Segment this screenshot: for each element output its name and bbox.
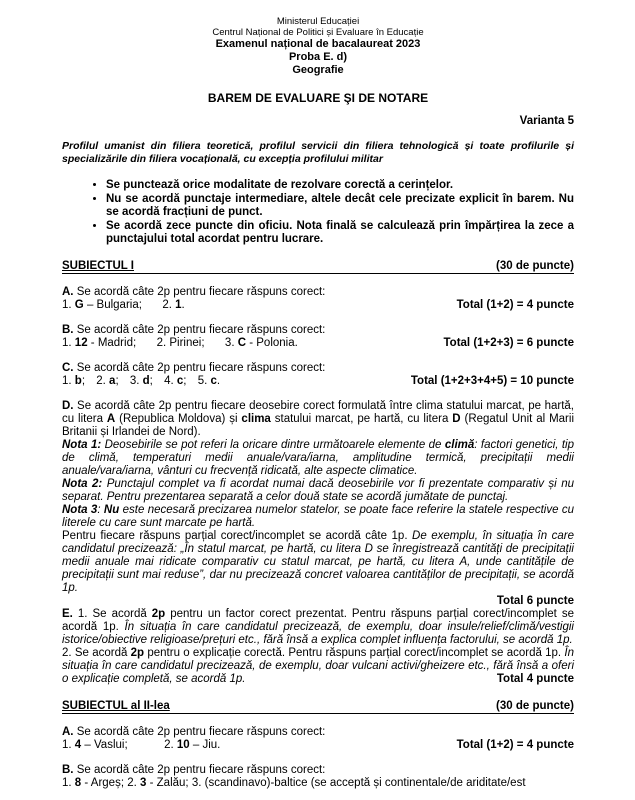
text-bold: 2p: [151, 607, 166, 620]
answer-sep: ;: [149, 374, 153, 387]
subject-title: Geografie: [292, 64, 344, 76]
answer-key: 4: [74, 738, 82, 751]
rule-item: • Se punctează orice modalitate de rezolvare corectă a cerințelor.: [106, 179, 574, 193]
answer-number: 1.: [62, 298, 75, 311]
answer-key: a: [109, 374, 116, 387]
answer-key: d: [142, 374, 150, 387]
item-s1-d: [62, 400, 574, 608]
answer-number: 2.: [162, 298, 176, 311]
answer-text: – Jiu.: [189, 738, 221, 751]
item-label: B.: [62, 763, 74, 776]
answer-number: 3.: [129, 374, 143, 387]
answer-text: 2. Pirinei;: [156, 336, 205, 349]
text: : factori genetici, tip de climă, temperaturi medii anuale/vara/iarna, amplitudine termică, precipitații medii anuale/vara/iarna, vânturi cu frecvență ridicată, alte aspecte climatice.: [62, 438, 574, 477]
item-s1-e: [62, 608, 574, 686]
answer-text: - Argeș;: [81, 776, 125, 789]
answer-key: 8: [74, 776, 82, 789]
partial-credit: [62, 530, 574, 595]
text-bold: D: [452, 412, 461, 425]
nota-label: Nota 3: [62, 503, 98, 516]
text: (Republica Moldova) și: [115, 412, 242, 425]
text: Punctajul complet va fi acordat numai dacă deosebirile vor fi prezentate comparativ și nu separat. Pentru prezentarea separată a celor două state se acordă jumătate de punctaj.: [62, 477, 574, 503]
answer-sep: ;: [81, 374, 86, 387]
item-label: A.: [62, 285, 74, 298]
exam-page: [62, 16, 574, 790]
answer-key: 3: [140, 776, 147, 789]
text-bold: Nu: [103, 503, 120, 516]
item-label: B.: [62, 323, 74, 336]
text: pentru o explicație corectă. Pentru răspuns parțial corect/incomplet se acordă 1p.: [144, 646, 565, 659]
answer-number: 1.: [62, 374, 75, 387]
text: 2. Se acordă: [62, 646, 131, 659]
answer-sep: ;: [115, 374, 119, 387]
text: este necesară precizarea numelor statelor, se poate face referire la statele respective cu literele cu care sunt marcate pe hartă.: [62, 503, 574, 529]
answer-key: 10: [176, 738, 190, 751]
text-bold: 2p: [130, 646, 145, 659]
answer-text: - Madrid;: [87, 336, 137, 349]
section-points: (30 de puncte): [496, 259, 574, 272]
answer-text: 3. (scandinavo)-baltice (se acceptă și continentale/de ariditate/est: [191, 776, 526, 789]
item-label: C.: [62, 361, 74, 374]
answer-text: – Vaslui;: [81, 738, 128, 751]
text: Deosebirile se pot referi la oricare dintre următoarele elemente de: [101, 438, 445, 451]
answer-number: 2.: [127, 776, 141, 789]
answer-key: b: [74, 374, 82, 387]
section-header-s2: [62, 700, 574, 714]
nota-2: [62, 478, 574, 504]
item-label: E.: [62, 607, 73, 620]
item-intro: Se acordă câte 2p pentru fiecare răspuns corect:: [76, 725, 326, 738]
answer-key: c: [176, 374, 184, 387]
answer-sep: ;: [183, 374, 187, 387]
answer-key: 12: [74, 336, 88, 349]
ministry-name: Ministerul Educației: [276, 16, 360, 27]
text: Se acordă câte 2p pentru fiecare deosebire corect formulată între clima statului marcat, pe hartă, cu litera: [62, 399, 574, 425]
answer-number: 2.: [164, 738, 177, 751]
section-header-s1: [62, 260, 574, 274]
text: pentru un factor corect prezentat. Pentru răspuns parțial corect/incomplet se acordă 1p.: [62, 607, 575, 633]
item-intro: Se acordă câte 2p pentru fiecare răspuns corect:: [76, 285, 326, 298]
answer-number: 3.: [224, 336, 238, 349]
text-italic: De exemplu, în situația în care candidatul precizează: „În statul marcat, pe hartă, cu litera D se înregistrează cantități de precipitații medii anuale mai ridicate comparativ cu statul marcat, pe hartă, cu litera A, unde cantitățile de precipitații sunt mai reduse”, dar nu precizează concret valoarea cantităților de precipitații, se acordă 1p.: [62, 529, 574, 594]
item-label: A.: [62, 725, 74, 738]
answer-number: 1.: [62, 738, 75, 751]
exam-title: Examenul național de bacalaureat 2023: [215, 38, 421, 50]
nota-3: [62, 504, 574, 530]
answer-number: 1.: [62, 336, 75, 349]
text: :: [97, 503, 104, 516]
item-total: Total 6 puncte: [496, 594, 574, 607]
answer-text: - Polonia.: [246, 336, 298, 349]
item-label: D.: [62, 399, 74, 412]
item-total: Total (1+2+3+4+5) = 10 puncte: [410, 374, 574, 387]
item-s2-b: [62, 764, 574, 790]
item-total: Total (1+2) = 4 puncte: [456, 738, 574, 751]
text-bold: A: [106, 412, 116, 425]
text: Pentru fiecare răspuns parțial corect/incomplet se acordă câte 1p.: [62, 529, 413, 542]
proba-title: Proba E. d): [288, 51, 348, 63]
answer-key: c: [210, 374, 217, 387]
answer-text: – Bulgaria;: [83, 298, 142, 311]
item-s1-b: [62, 324, 574, 350]
text: statului marcat, pe hartă, cu litera: [270, 412, 453, 425]
general-rules: [62, 179, 574, 247]
item-total: Total (1+2+3) = 6 puncte: [443, 336, 574, 349]
text-bold: clima: [241, 412, 271, 425]
item-s1-a: [62, 286, 574, 312]
rule-item: • Se acordă zece puncte din oficiu. Nota finală se calculează prin împărțirea la zece a punctajului total acordat pentru lucrare.: [106, 220, 574, 247]
item-total: Total (1+2) = 4 puncte: [456, 298, 574, 311]
barem-title: BAREM DE EVALUARE ŞI DE NOTARE: [207, 91, 429, 105]
varianta-label: Varianta 5: [519, 115, 574, 127]
answer-number: 5.: [197, 374, 211, 387]
item-s2-a: [62, 726, 574, 752]
nota-label: Nota 1:: [62, 438, 102, 451]
answer-key: C: [237, 336, 247, 349]
answer-key: G: [74, 298, 84, 311]
section-points: (30 de puncte): [496, 699, 574, 712]
rule-item: • Nu se acordă punctaje intermediare, altele decât cele precizate explicit în barem. Nu se acordă fracțiuni de punct.: [106, 193, 574, 220]
answer-sep: .: [216, 374, 221, 387]
item-s1-c: [62, 362, 574, 388]
profile-statement: Profilul umanist din filiera teoretică, profilul servicii din filiera tehnologică și toate profilurile și specializările din filiera vocațională, cu excepția profilului militar: [62, 140, 574, 165]
section-title: SUBIECTUL I: [62, 259, 134, 272]
item-intro: Se acordă câte 2p pentru fiecare răspuns corect:: [76, 763, 326, 776]
text-bold: climă: [444, 438, 475, 451]
nota-1: [62, 439, 574, 478]
item-intro: Se acordă câte 2p pentru fiecare răspuns corect:: [76, 323, 326, 336]
text: (Regatul Unit al Marii Britanii și Irlandei de Nord).: [62, 412, 574, 438]
nota-label: Nota 2:: [62, 477, 103, 490]
answer-text: - Zalău;: [146, 776, 189, 789]
answer-text: .: [181, 298, 185, 311]
answer-key: 1: [175, 298, 182, 311]
answer-number: 1.: [62, 776, 75, 789]
item-total: Total 4 puncte: [496, 672, 574, 685]
center-name: Centrul Național de Politici și Evaluare în Educație: [212, 27, 424, 38]
text-italic: În situația în care candidatul precizează, de exemplu, doar insule/relief/climă/vestigii istorice/obiective religioase/prețuri etc., fără însă a explica complet influența factorului, se acordă 1p.: [62, 620, 574, 646]
answer-number: 2.: [96, 374, 110, 387]
item-intro: Se acordă câte 2p pentru fiecare răspuns corect:: [76, 361, 326, 374]
text: 1. Se acordă: [72, 607, 152, 620]
text-italic: În situația în care candidatul precizează, de exemplu, doar vulcani activi/gheizere etc., fără însă a oferi o explicație completă, se acordă 1p.: [62, 646, 574, 685]
section-title: SUBIECTUL al II-lea: [62, 699, 170, 712]
answer-number: 4.: [164, 374, 177, 387]
